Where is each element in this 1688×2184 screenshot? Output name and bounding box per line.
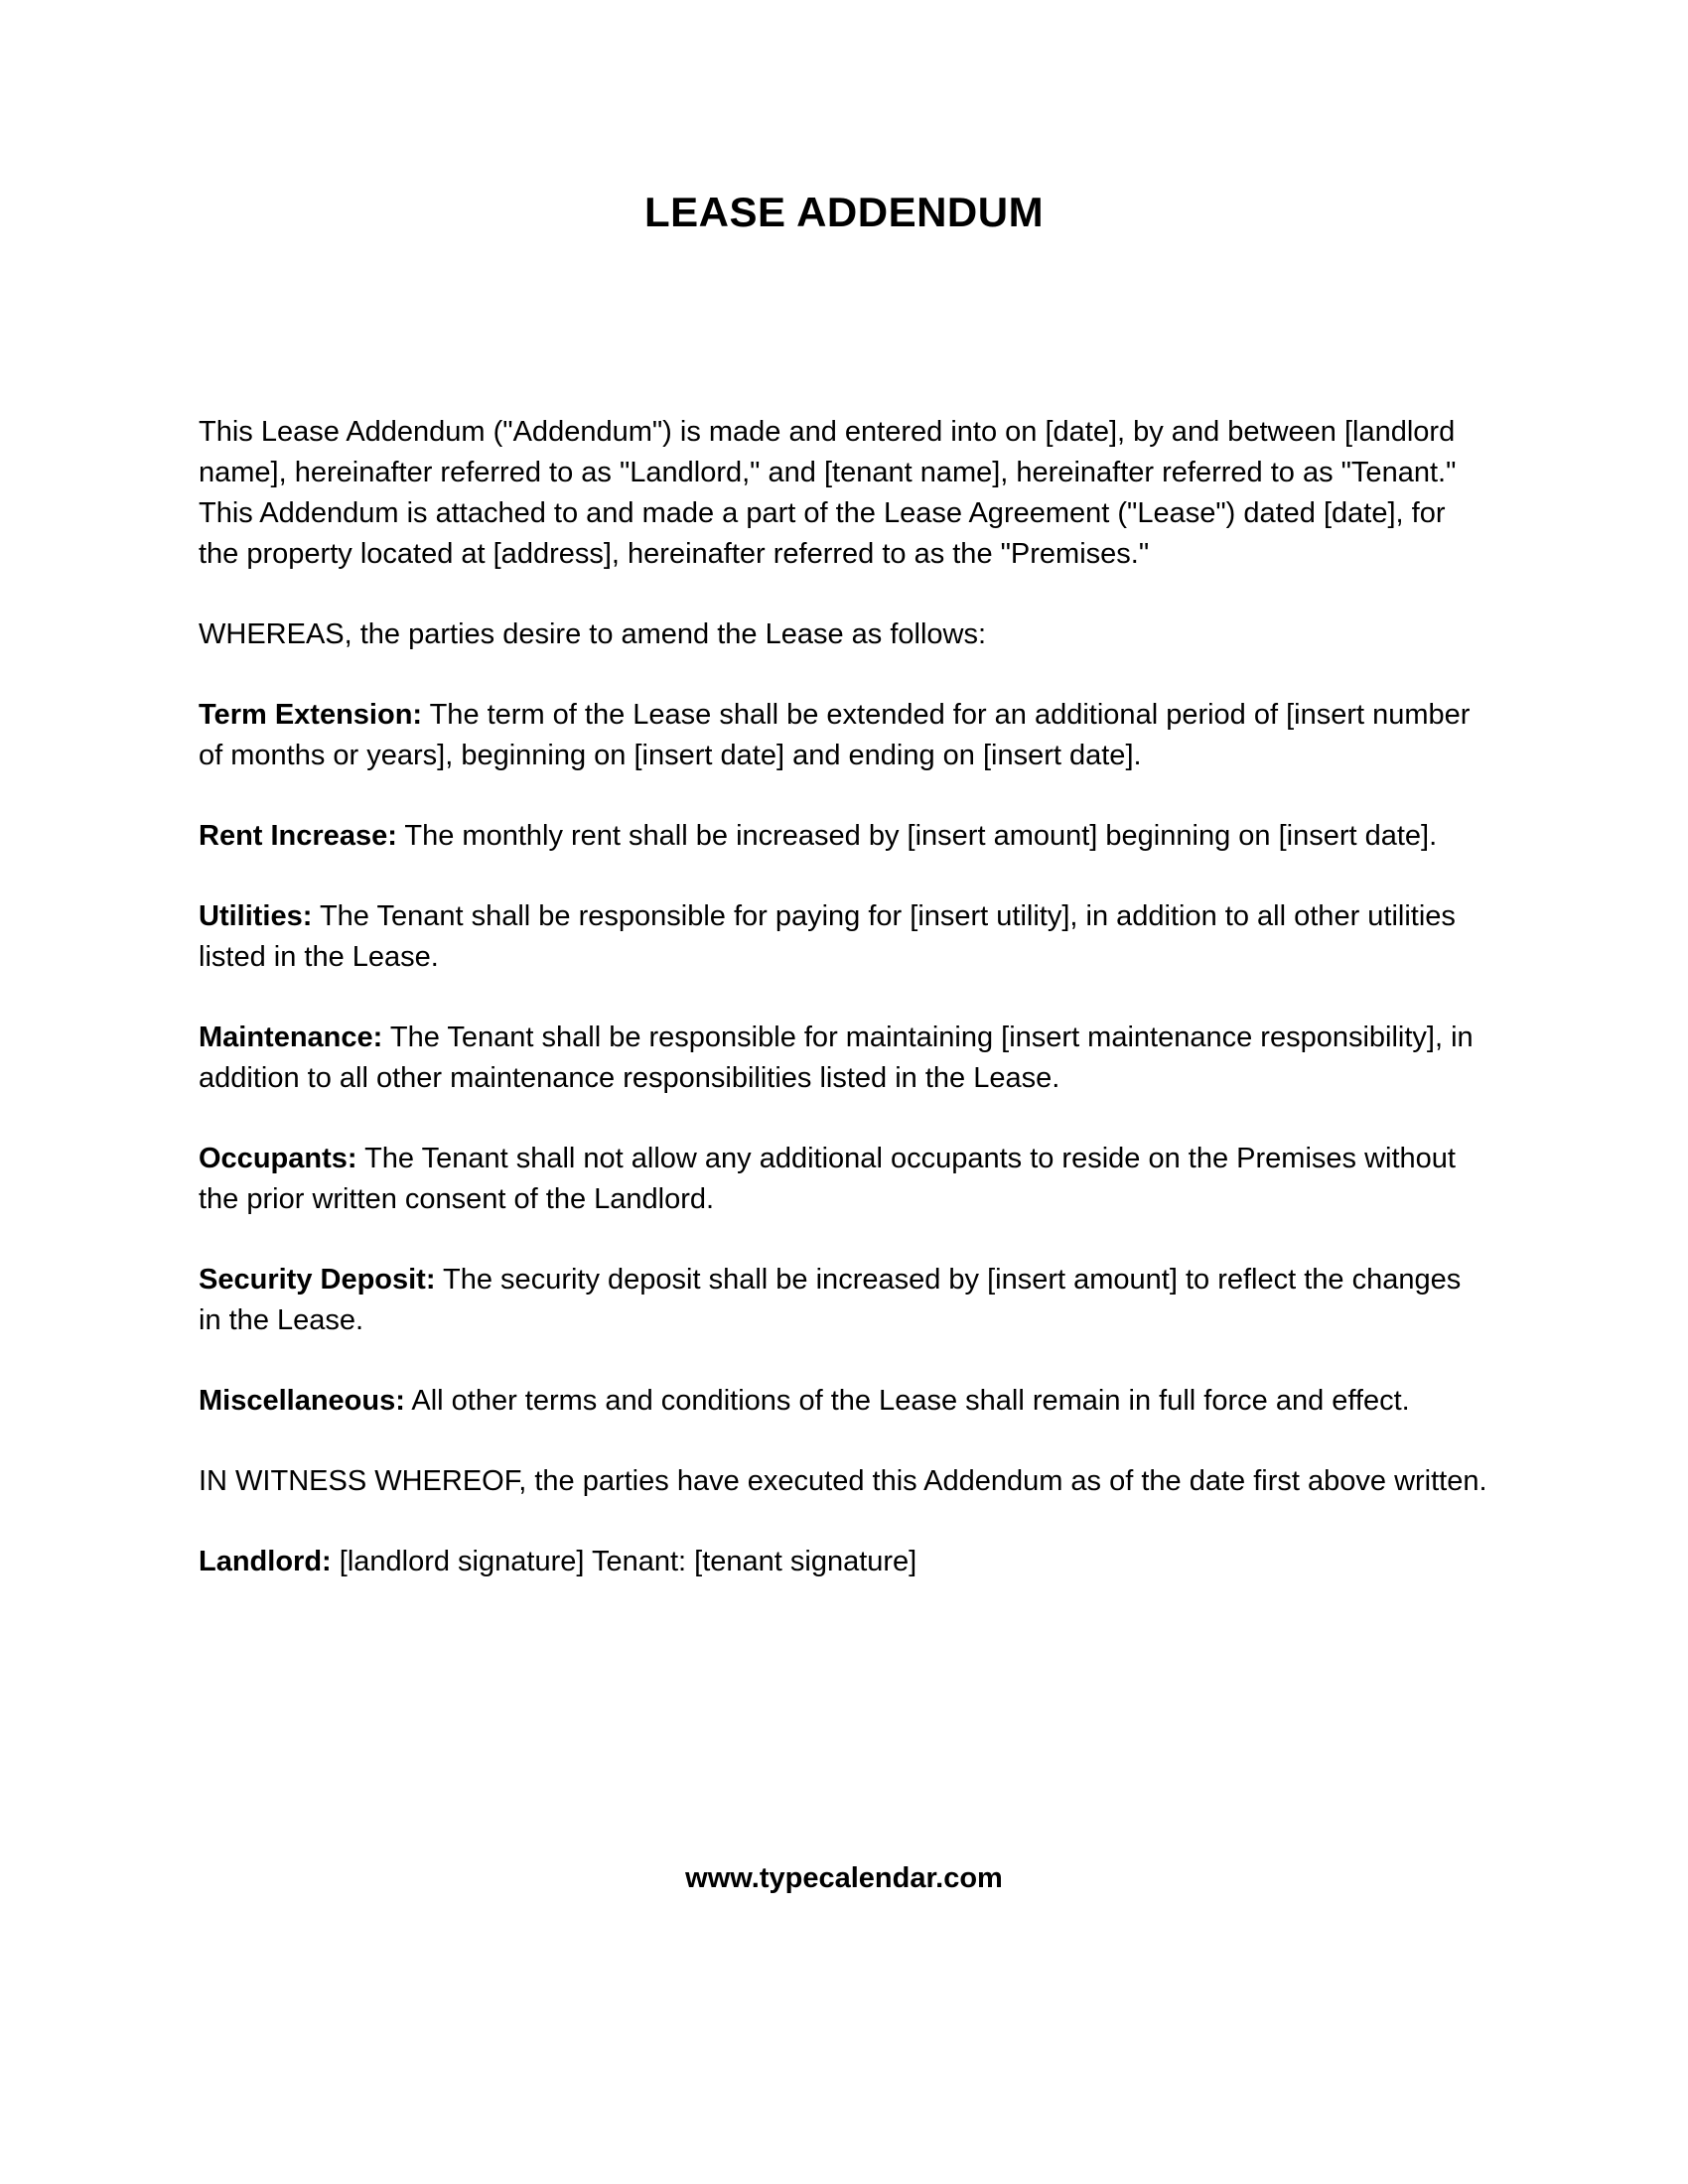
clause-label: Maintenance:	[199, 1022, 383, 1053]
clause-label: Utilities:	[199, 900, 313, 932]
clause-label: Miscellaneous:	[199, 1385, 405, 1417]
clause-text: The monthly rent shall be increased by [insert amount] beginning on [insert date].	[396, 820, 1438, 852]
signature-line	[199, 1542, 1489, 1582]
clause-miscellaneous	[199, 1381, 1489, 1422]
clause-text: The term of the Lease shall be extended for an additional period of [insert number of months or years], beginning on [insert date] and ending on [insert date].	[199, 699, 1471, 771]
witness-paragraph: IN WITNESS WHEREOF, the parties have executed this Addendum as of the date first above written.	[199, 1465, 1487, 1497]
clause-text: The security deposit shall be increased by [insert amount] to reflect the changes in the Lease.	[199, 1264, 1462, 1336]
clause-utilities	[199, 896, 1489, 978]
clause-text: The Tenant shall be responsible for maintaining [insert maintenance responsibility], in addition to all other maintenance responsibilities listed in the Lease.	[199, 1022, 1474, 1094]
clause-label: Term Extension:	[199, 699, 423, 731]
clause-maintenance	[199, 1018, 1489, 1099]
document-body	[199, 412, 1489, 1622]
clause-text: All other terms and conditions of the Lease shall remain in full force and effect.	[404, 1385, 1410, 1417]
clause-occupants	[199, 1139, 1489, 1220]
clause-label: Security Deposit:	[199, 1264, 436, 1296]
clause-term-extension	[199, 695, 1489, 776]
signature-text: [landlord signature] Tenant: [tenant signature]	[331, 1546, 917, 1577]
clause-text: The Tenant shall be responsible for paying for [insert utility], in addition to all other utilities listed in the Lease.	[199, 900, 1456, 973]
clause-text: The Tenant shall not allow any additional occupants to reside on the Premises without the prior written consent of the Landlord.	[199, 1143, 1456, 1215]
footer-website: www.typecalendar.com	[685, 1862, 1003, 1894]
clause-label: Rent Increase:	[199, 820, 397, 852]
whereas-paragraph: WHEREAS, the parties desire to amend the Lease as follows:	[199, 618, 987, 650]
signature-label: Landlord:	[199, 1546, 332, 1577]
document-title: LEASE ADDENDUM	[643, 189, 1045, 235]
clause-security-deposit	[199, 1260, 1489, 1341]
intro-paragraph: This Lease Addendum ("Addendum") is made and entered into on [date], by and between [landlord name], hereinafter referred to as "Landlord," and [tenant name], hereinafter referred to as "Tenant." This Addendum is attached to and made a part of the Lease Agreement ("Lease") dated [date], for the property located at [address], hereinafter referred to as the "Premises."	[199, 416, 1457, 570]
clause-rent-increase	[199, 816, 1489, 857]
clause-label: Occupants:	[199, 1143, 357, 1174]
